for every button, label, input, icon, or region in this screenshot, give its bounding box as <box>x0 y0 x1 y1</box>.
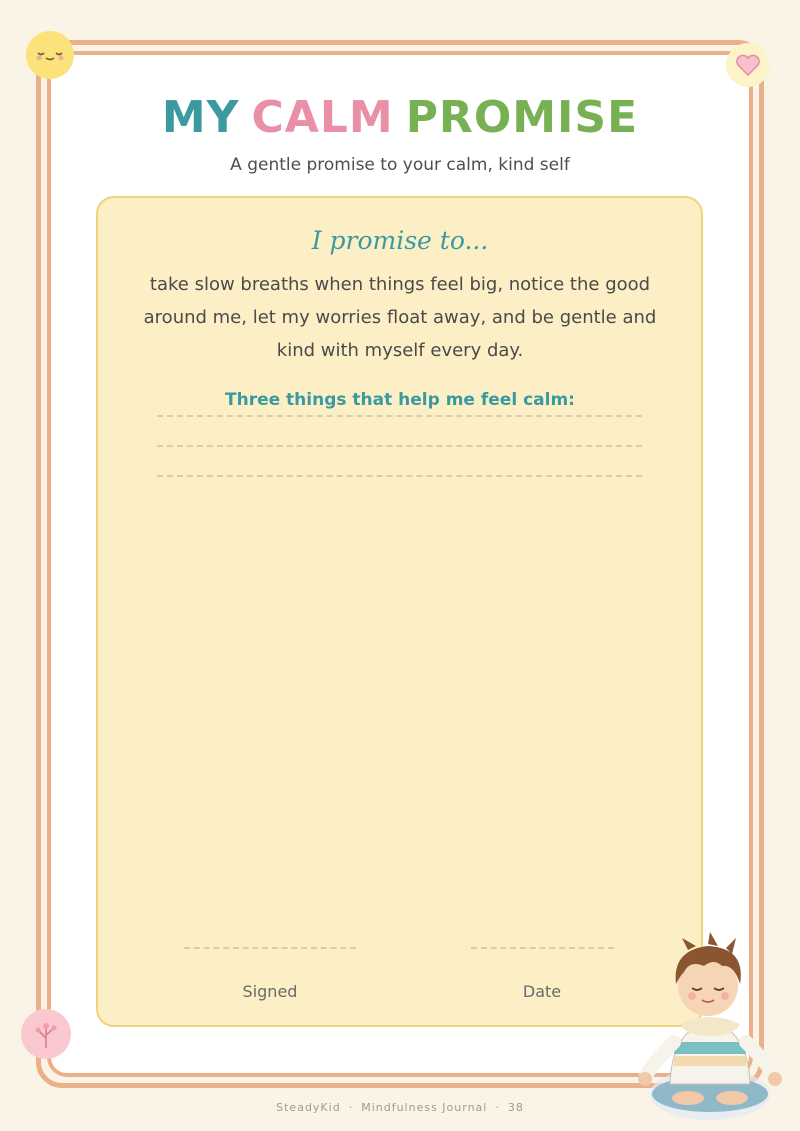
footer-page-number: 38 <box>507 1101 524 1114</box>
calm-thing-line-2[interactable] <box>157 445 642 447</box>
page-footer <box>0 1101 800 1114</box>
page-title <box>0 92 800 143</box>
footer-separator: · <box>495 1101 500 1114</box>
promise-text: take slow breaths when things feel big, notice the good around me, let my worries float away, and be gentle and kind with myself every day. <box>143 274 657 361</box>
calm-thing-line-1[interactable] <box>157 415 642 417</box>
promise-heading: I promise to... <box>311 226 489 255</box>
signed-line[interactable] <box>184 947 356 949</box>
heart-icon <box>724 42 772 92</box>
flower-branch-icon <box>20 1008 72 1064</box>
date-label: Date <box>522 982 562 1001</box>
footer-journal-name: Mindfulness Journal <box>361 1101 488 1114</box>
signed-label: Signed <box>242 982 298 1001</box>
footer-separator: · <box>348 1101 354 1114</box>
page-subtitle: A gentle promise to your calm, kind self <box>230 155 570 175</box>
footer-brand: SteadyKid <box>276 1101 341 1114</box>
title-word-my: MY <box>161 92 240 143</box>
meditating-boy-illustration <box>630 924 790 1128</box>
sun-face-icon <box>24 30 76 84</box>
calm-things-heading: Three things that help me feel calm: <box>225 390 575 410</box>
title-word-promise: PROMISE <box>405 92 639 143</box>
title-word-calm: CALM <box>251 92 394 143</box>
calm-thing-line-3[interactable] <box>157 475 642 477</box>
date-line[interactable] <box>471 947 614 949</box>
